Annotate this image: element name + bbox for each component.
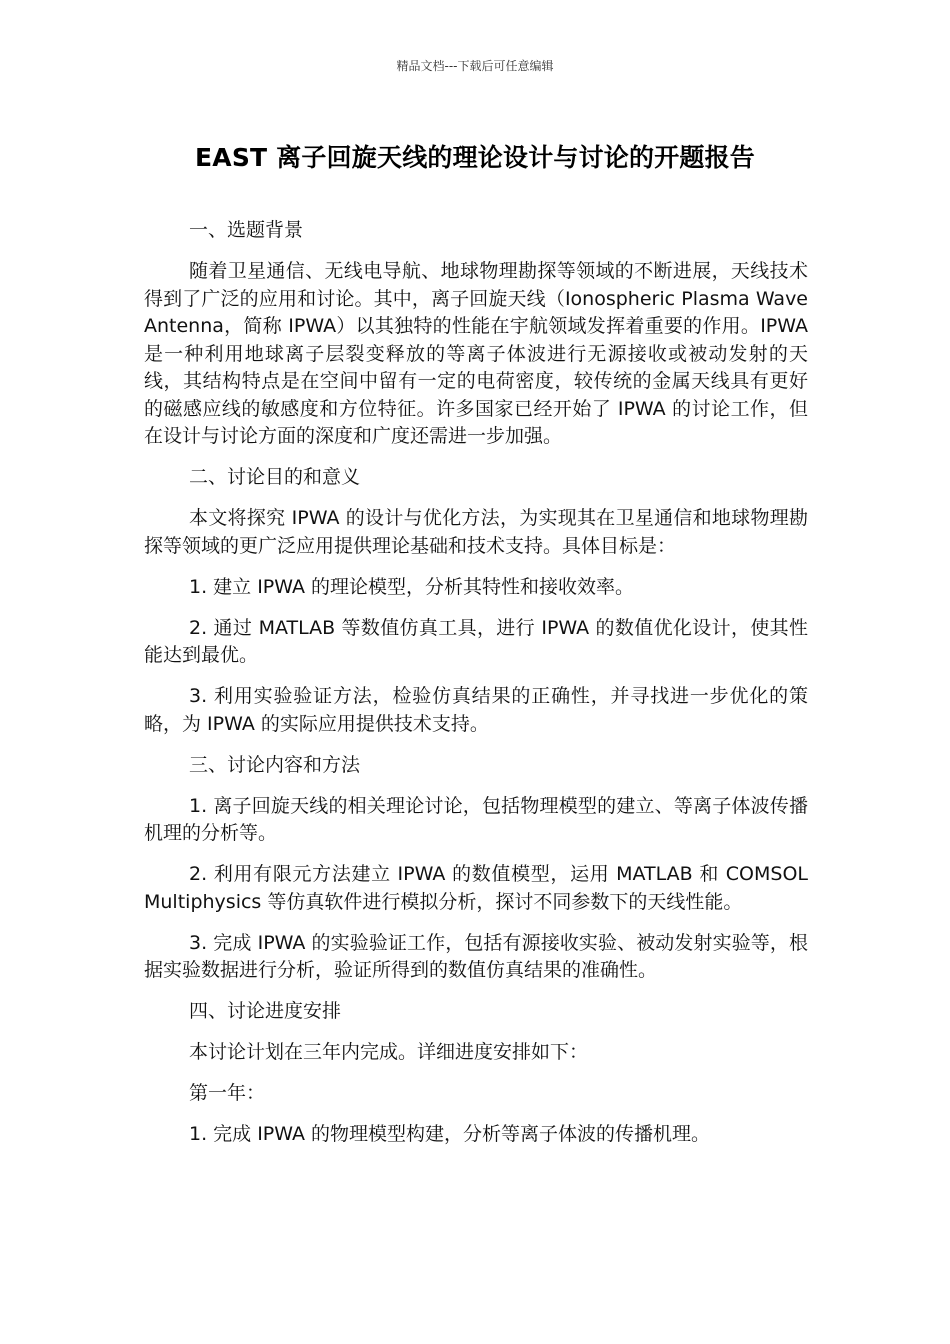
page-header: 精品文档---下载后可任意编辑 <box>396 59 554 73</box>
section-heading-schedule: 四、讨论进度安排 <box>189 1000 342 1022</box>
list-item-goal-1: 1. 建立 IPWA 的理论模型，分析其特性和接收效率。 <box>189 575 635 598</box>
list-item-year-1-task-1: 1. 完成 IPWA 的物理模型构建，分析等离子体波的传播机理。 <box>189 1123 711 1145</box>
section-heading-purpose: 二、讨论目的和意义 <box>189 466 361 488</box>
section-heading-background: 一、选题背景 <box>189 219 304 241</box>
list-item-goal-3: 3. 利用实验验证方法，检验仿真结果的正确性，并寻找进一步优化的策略，为 IPWA 的实际应用提供技术支持。 <box>144 685 808 735</box>
document-title: EAST 离子回旋天线的理论设计与讨论的开题报告 <box>195 143 755 172</box>
paragraph-background: 随着卫星通信、无线电导航、地球物理勘探等领域的不断进展，天线技术得到了广泛的应用和讨论。其中，离子回旋天线（Ionospheric Plasma Wave Antenna，简称 IPWA）以其独特的性能在宇航领域发挥着重要的作用。IPWA 是一种利用地球离子层裂变释放的等离子体波进行无源接收或被动发射的天线，其结构特点是在空间中留有一定的电荷密度，较传统的金属天线具有更好的磁感应线的敏感度和方位特征。许多国家已经开始了 IPWA 的讨论工作，但在设计与讨论方面的深度和广度还需进一步加强。 <box>144 260 808 447</box>
paragraph-purpose-intro: 本文将探究 IPWA 的设计与优化方法，为实现其在卫星通信和地球物理勘探等领域的更广泛应用提供理论基础和技术支持。具体目标是： <box>144 507 808 557</box>
list-item-content-3: 3. 完成 IPWA 的实验验证工作，包括有源接收实验、被动发射实验等，根据实验数据进行分析，验证所得到的数值仿真结果的准确性。 <box>144 931 808 981</box>
list-item-content-1: 1. 离子回旋天线的相关理论讨论，包括物理模型的建立、等离子体波传播机理的分析等。 <box>144 794 808 844</box>
document-body <box>144 217 808 1162</box>
list-item-content-2: 2. 利用有限元方法建立 IPWA 的数值模型，运用 MATLAB 和 COMSOL Multiphysics 等仿真软件进行模拟分析，探讨不同参数下的天线性能。 <box>144 863 808 913</box>
section-heading-content-methods: 三、讨论内容和方法 <box>189 753 361 776</box>
schedule-year-1-label: 第一年： <box>189 1082 266 1104</box>
list-item-goal-2: 2. 通过 MATLAB 等数值仿真工具，进行 IPWA 的数值优化设计，使其性能达到最优。 <box>144 616 808 666</box>
paragraph-schedule-intro: 本讨论计划在三年内完成。详细进度安排如下： <box>189 1041 589 1063</box>
